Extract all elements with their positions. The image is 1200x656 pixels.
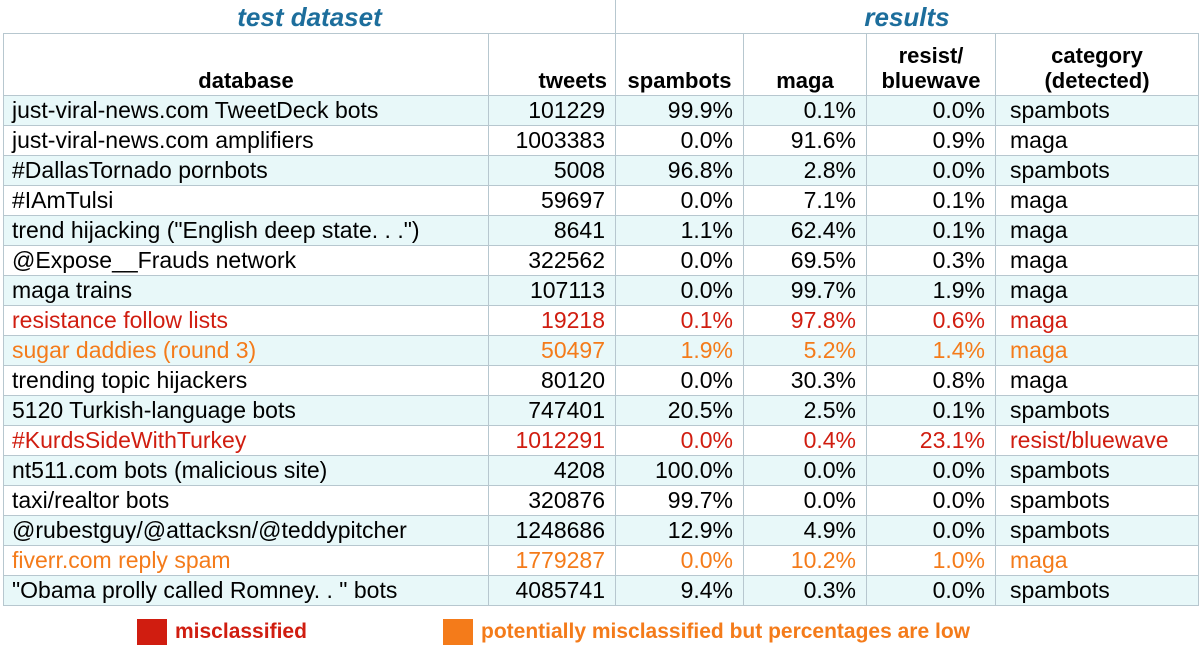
cell-maga: 0.1% (744, 96, 867, 126)
column-header-spambots: spambots (616, 34, 744, 96)
column-header-database: database (4, 34, 489, 96)
table-row (4, 186, 1199, 216)
cell-tweets: 747401 (489, 396, 616, 426)
cell-database: @rubestguy/@attacksn/@teddypitcher (4, 516, 489, 546)
cell-spambots: 0.0% (616, 546, 744, 576)
cell-tweets: 19218 (489, 306, 616, 336)
cell-database: taxi/realtor bots (4, 486, 489, 516)
cell-category: spambots (996, 96, 1199, 126)
cell-category: maga (996, 366, 1199, 396)
cell-database: sugar daddies (round 3) (4, 336, 489, 366)
cell-spambots: 0.0% (616, 366, 744, 396)
table-row (4, 336, 1199, 366)
cell-tweets: 5008 (489, 156, 616, 186)
cell-resist-bluewave: 1.4% (867, 336, 996, 366)
legend-potential (443, 617, 970, 647)
test-dataset-heading: test dataset (4, 1, 616, 34)
cell-resist-bluewave: 0.0% (867, 486, 996, 516)
column-header-maga: maga (744, 34, 867, 96)
cell-tweets: 8641 (489, 216, 616, 246)
cell-spambots: 1.9% (616, 336, 744, 366)
legend-misclassified (137, 617, 307, 647)
cell-resist-bluewave: 1.9% (867, 276, 996, 306)
cell-resist-bluewave: 0.0% (867, 156, 996, 186)
cell-category: spambots (996, 516, 1199, 546)
cell-category: spambots (996, 486, 1199, 516)
misclassified-label: misclassified (175, 620, 307, 643)
table-row (4, 306, 1199, 336)
cell-database: #KurdsSideWithTurkey (4, 426, 489, 456)
cell-category: maga (996, 306, 1199, 336)
cell-maga: 0.3% (744, 576, 867, 606)
cell-maga: 4.9% (744, 516, 867, 546)
table-row (4, 546, 1199, 576)
legend (0, 617, 1200, 647)
cell-maga: 97.8% (744, 306, 867, 336)
cell-resist-bluewave: 23.1% (867, 426, 996, 456)
table-row (4, 156, 1199, 186)
cell-database: #DallasTornado pornbots (4, 156, 489, 186)
cell-spambots: 0.0% (616, 186, 744, 216)
results-table (3, 0, 1199, 606)
cell-category: spambots (996, 396, 1199, 426)
column-header-category (996, 34, 1199, 96)
cell-spambots: 9.4% (616, 576, 744, 606)
cell-category: maga (996, 246, 1199, 276)
cell-category: resist/bluewave (996, 426, 1199, 456)
potential-label: potentially misclassified but percentages are low (481, 620, 970, 643)
table-row (4, 456, 1199, 486)
cell-spambots: 12.9% (616, 516, 744, 546)
cell-maga: 2.5% (744, 396, 867, 426)
cell-tweets: 4085741 (489, 576, 616, 606)
cell-tweets: 59697 (489, 186, 616, 216)
cell-category: maga (996, 216, 1199, 246)
category-header-line1: category (1051, 43, 1143, 68)
cell-tweets: 107113 (489, 276, 616, 306)
cell-database: #IAmTulsi (4, 186, 489, 216)
cell-spambots: 0.0% (616, 126, 744, 156)
cell-category: spambots (996, 456, 1199, 486)
cell-resist-bluewave: 0.0% (867, 576, 996, 606)
cell-spambots: 0.0% (616, 426, 744, 456)
resist-header-line1: resist/ (898, 43, 964, 68)
cell-resist-bluewave: 0.0% (867, 456, 996, 486)
cell-spambots: 100.0% (616, 456, 744, 486)
table-row (4, 246, 1199, 276)
cell-tweets: 101229 (489, 96, 616, 126)
cell-maga: 0.0% (744, 456, 867, 486)
table-row (4, 486, 1199, 516)
table-row (4, 426, 1199, 456)
cell-maga: 62.4% (744, 216, 867, 246)
cell-resist-bluewave: 0.1% (867, 216, 996, 246)
table-row (4, 96, 1199, 126)
cell-resist-bluewave: 0.9% (867, 126, 996, 156)
cell-database: just-viral-news.com amplifiers (4, 126, 489, 156)
table-row (4, 216, 1199, 246)
cell-database: maga trains (4, 276, 489, 306)
table-body (4, 96, 1199, 606)
cell-maga: 99.7% (744, 276, 867, 306)
cell-tweets: 1779287 (489, 546, 616, 576)
cell-maga: 10.2% (744, 546, 867, 576)
cell-database: fiverr.com reply spam (4, 546, 489, 576)
cell-category: spambots (996, 156, 1199, 186)
cell-category: maga (996, 546, 1199, 576)
misclassified-swatch (137, 619, 167, 645)
cell-tweets: 1248686 (489, 516, 616, 546)
cell-category: maga (996, 336, 1199, 366)
cell-resist-bluewave: 0.8% (867, 366, 996, 396)
cell-tweets: 80120 (489, 366, 616, 396)
cell-tweets: 320876 (489, 486, 616, 516)
cell-tweets: 1003383 (489, 126, 616, 156)
cell-spambots: 0.0% (616, 276, 744, 306)
cell-spambots: 99.7% (616, 486, 744, 516)
cell-resist-bluewave: 0.1% (867, 186, 996, 216)
potential-swatch (443, 619, 473, 645)
table-row (4, 576, 1199, 606)
table-row (4, 516, 1199, 546)
cell-tweets: 322562 (489, 246, 616, 276)
cell-spambots: 99.9% (616, 96, 744, 126)
cell-maga: 30.3% (744, 366, 867, 396)
cell-database: "Obama prolly called Romney. . " bots (4, 576, 489, 606)
cell-category: maga (996, 186, 1199, 216)
cell-database: nt511.com bots (malicious site) (4, 456, 489, 486)
cell-spambots: 0.1% (616, 306, 744, 336)
cell-tweets: 1012291 (489, 426, 616, 456)
cell-spambots: 96.8% (616, 156, 744, 186)
cell-database: @Expose__Frauds network (4, 246, 489, 276)
table-row (4, 396, 1199, 426)
cell-resist-bluewave: 0.0% (867, 516, 996, 546)
cell-resist-bluewave: 0.1% (867, 396, 996, 426)
cell-tweets: 4208 (489, 456, 616, 486)
cell-tweets: 50497 (489, 336, 616, 366)
cell-maga: 0.0% (744, 486, 867, 516)
column-header-row (4, 34, 1199, 96)
cell-database: 5120 Turkish-language bots (4, 396, 489, 426)
table-row (4, 366, 1199, 396)
cell-spambots: 0.0% (616, 246, 744, 276)
resist-header-line2: bluewave (881, 68, 981, 93)
cell-database: just-viral-news.com TweetDeck bots (4, 96, 489, 126)
cell-database: trending topic hijackers (4, 366, 489, 396)
cell-spambots: 20.5% (616, 396, 744, 426)
cell-maga: 91.6% (744, 126, 867, 156)
cell-maga: 5.2% (744, 336, 867, 366)
column-header-resist-bluewave (867, 34, 996, 96)
column-header-tweets: tweets (489, 34, 616, 96)
cell-maga: 7.1% (744, 186, 867, 216)
cell-category: spambots (996, 576, 1199, 606)
cell-database: resistance follow lists (4, 306, 489, 336)
cell-resist-bluewave: 1.0% (867, 546, 996, 576)
cell-resist-bluewave: 0.3% (867, 246, 996, 276)
cell-maga: 69.5% (744, 246, 867, 276)
cell-resist-bluewave: 0.0% (867, 96, 996, 126)
cell-spambots: 1.1% (616, 216, 744, 246)
results-heading: results (616, 1, 1199, 34)
cell-category: maga (996, 126, 1199, 156)
group-header-row (4, 1, 1199, 34)
cell-category: maga (996, 276, 1199, 306)
cell-maga: 0.4% (744, 426, 867, 456)
table-row (4, 276, 1199, 306)
cell-maga: 2.8% (744, 156, 867, 186)
table-row (4, 126, 1199, 156)
category-header-line2: (detected) (1044, 68, 1150, 93)
cell-resist-bluewave: 0.6% (867, 306, 996, 336)
cell-database: trend hijacking ("English deep state. . .") (4, 216, 489, 246)
